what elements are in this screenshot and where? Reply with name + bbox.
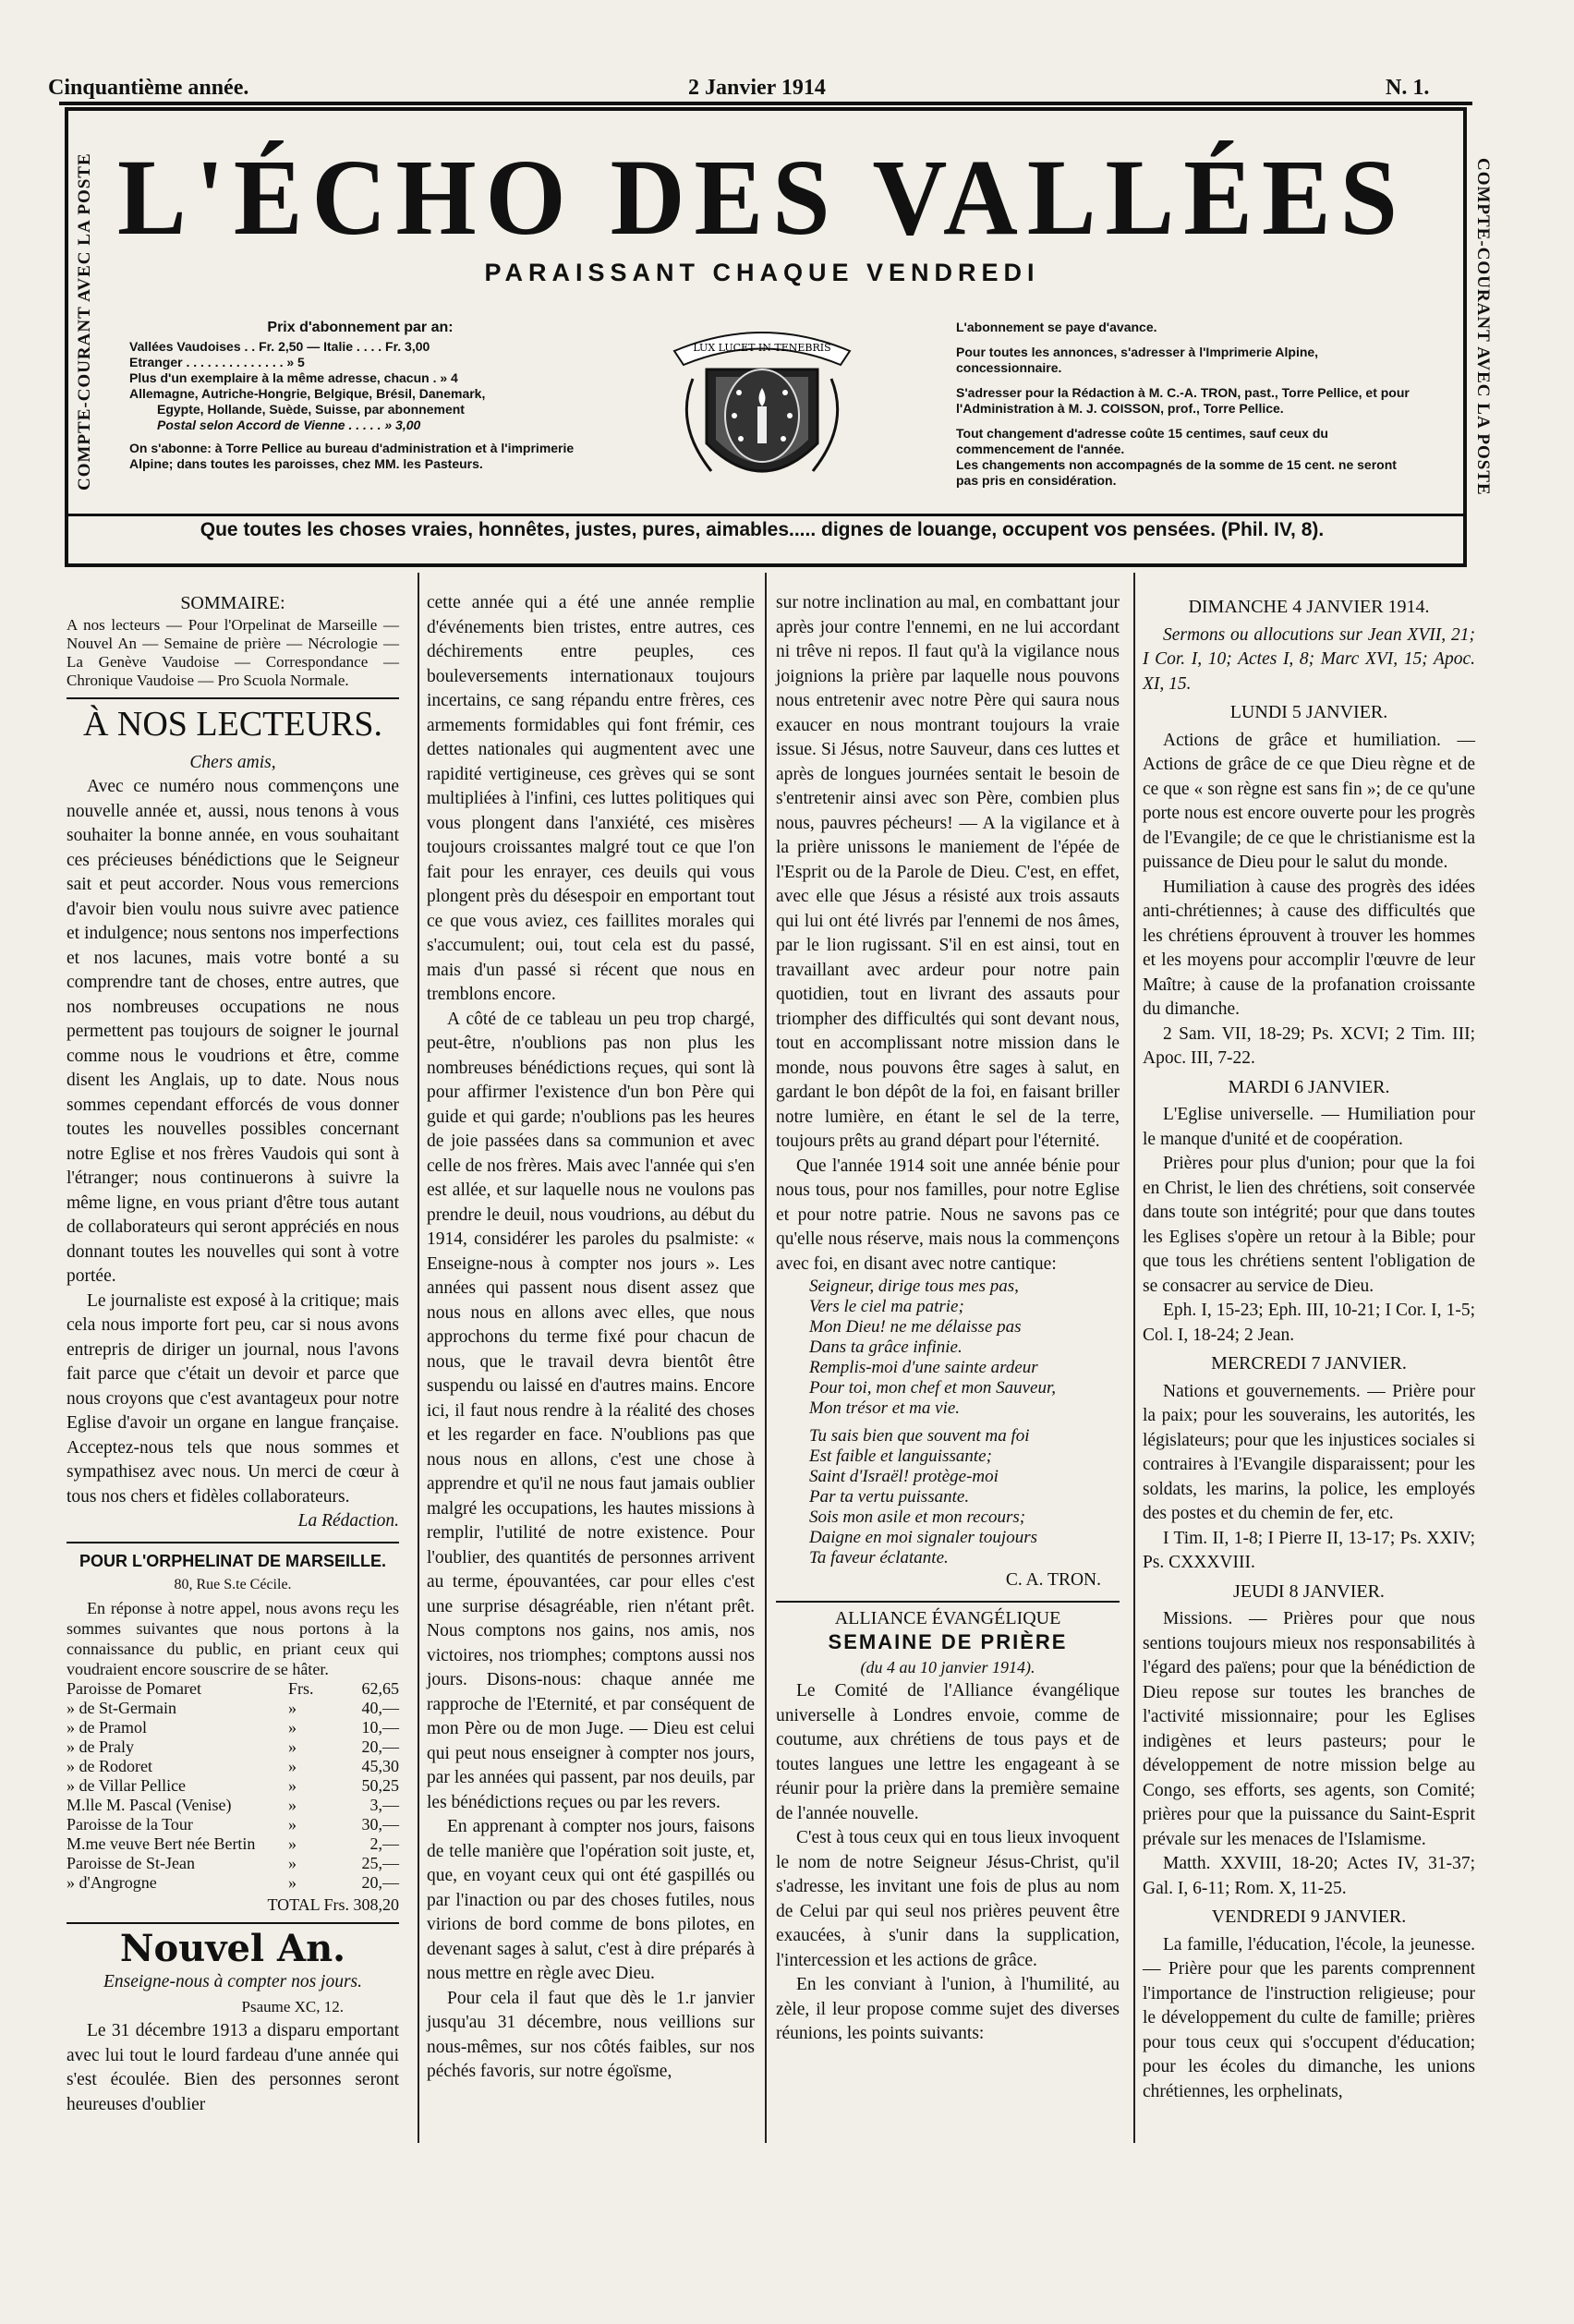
newspaper-subtitle: PARAISSANT CHAQUE VENDREDI <box>484 259 1040 286</box>
donation-cur: » <box>288 1834 297 1853</box>
price-line: Vallées Vaudoises . . Fr. 2,50 — Italie . . . . Fr. 3,00 <box>129 339 430 354</box>
day-heading: DIMANCHE 4 JANVIER 1914. <box>1188 597 1430 617</box>
column-4 <box>1143 591 1475 2104</box>
price-line: Allemagne, Autriche-Hongrie, Belgique, Brésil, Danemark, <box>129 386 486 401</box>
day-text: Sermons ou allocutions sur Jean XVII, 21; I Cor. I, 10; Actes I, 8; Marc XVI, 15; Apoc. XI, 15. <box>1143 624 1475 694</box>
day-refs: Eph. I, 15-23; Eph. III, 10-21; I Cor. I, 1-5; Col. I, 18-24; 2 Jean. <box>1143 1301 1475 1345</box>
motto-rule <box>65 514 1467 516</box>
emblem-motto: LUX LUCET IN TENEBRIS <box>693 342 831 354</box>
lecteurs-signature: La Rédaction. <box>297 1511 399 1531</box>
lecteurs-paragraph: Avec ce numéro nous commençons une nouvelle année et, aussi, nous tenons à vous souhaiter la bonne année, en vous souhaitant ces précieuses bénédictions que le Seigneur sait et peut accorder. Nous vous remercions d'avoir bien voulu nous suivre avec patience et indulgence; nous sentons nos imperfections et nos lacunes, mais votre bonté a su comprendre tant de choses, entre autres, que nos nombreuses occupations ne nous permettent pas toujours de soigner le journal comme nous le voudrions et être, comme disent les Anglais, up to date. Nous nous sommes cependant efforcés de vous donner toutes les nouvelles possibles concernant notre Eglise et nos frères Vaudois qui sont à l'étranger; nous continuerons à suivre la même ligne, en vous priant d'être tous autant de collaborateurs qui seront appréciés en nous donnant toutes les nouvelles qui sont à votre portée. <box>67 777 399 1286</box>
donation-cur: Frs. <box>288 1678 314 1698</box>
donation-row <box>67 1834 399 1854</box>
hymn-verse-1: Seigneur, dirige tous mes pas, Vers le ciel ma patrie; Mon Dieu! ne me délaisse pas Dans ta grâce infinie. Remplis-moi d'une sainte ardeur Pour toi, mon chef et mon Sauveur, Mon trésor et ma vie. <box>809 1277 1057 1418</box>
donation-name: M.lle M. Pascal (Venise) <box>67 1795 232 1814</box>
price-line: Egypte, Hollande, Suède, Suisse, par abonnement <box>157 402 465 417</box>
salutation: Chers amis, <box>189 752 276 772</box>
notice-line: S'adresser pour la Rédaction à M. C.-A. TRON, past., Torre Pellice, et pour l'Administration à M. J. COISSON, prof., Torre Pellice. <box>956 385 1410 416</box>
donation-cur: » <box>288 1698 297 1717</box>
nouvel-an-paragraph: sur notre inclination au mal, en combattant jour après jour contre l'ennemi, en ne lui accordant ni trêve ni repos. Il faut qu'à la vigilance nous joignions la prière par laquelle nous pouvons nous entretenir avec notre Père qui saura nous exaucer en nous montrant toujours la vraie issue. Si Jésus, notre Sauveur, dans ces luttes et après de longues journées sentait le besoin de s'entretenir ainsi avec son Père, combien plus nous, pauvres pécheurs! — A la vigilance et à la prière unissons le maniement de l'épée de l'Esprit ou de la Parole de Dieu. C'est, en effet, avec elle que Jésus a résisté aux trois assauts qui lui ont été livrés par l'ennemi de nos âmes, par le lion rugissant. S'il en est ainsi, tout en travaillant avec ardeur pour notre pain quotidien, tout en livrant des assauts pour triompher des difficultés qui sont devant nous, tout en accomplissant notre mission dans le monde, nous pouvons être sages à salut, en gardant le bon dépôt de la foi, en faisant briller notre lumière, en étant le sel de la terre, toujours prêts au grand départ pour l'éternité. <box>776 593 1120 1151</box>
issue-number: N. 1. <box>1386 76 1430 100</box>
notice-line: Pour toutes les annonces, s'adresser à l'Imprimerie Alpine, concessionnaire. <box>956 345 1319 375</box>
donation-name: » de St-Germain <box>67 1698 176 1717</box>
price-line: Plus d'un exemplaire à la même adresse, chacun . » 4 <box>129 370 458 385</box>
masthead-top-rule <box>59 102 1472 105</box>
price-line: Postal selon Accord de Vienne . . . . . » 3,00 <box>157 418 421 432</box>
day-heading: VENDREDI 9 JANVIER. <box>1211 1906 1407 1927</box>
donation-cur: » <box>288 1775 297 1795</box>
donation-total: TOTAL Frs. 308,20 <box>267 1894 399 1914</box>
tron-signature: C. A. TRON. <box>1005 1570 1101 1590</box>
column-2 <box>427 591 755 2085</box>
semaine-paragraph: Le Comité de l'Alliance évangélique universelle à Londres envoie, comme de coutume, aux chrétiens de tous pays et de toutes langues une lettre les engageant à se réunir pour la prière dans la première semaine de l'année nouvelle. <box>776 1681 1120 1823</box>
donation-amount: 50,25 <box>361 1775 399 1795</box>
donation-amount: 30,— <box>361 1814 399 1834</box>
donation-name: M.me veuve Bert née Bertin <box>67 1834 256 1853</box>
column-rule <box>418 573 419 2143</box>
day-text: Nations et gouvernements. — Prière pour la paix; pour les souverains, les autorités, les législateurs; pour que les injustices sociales si contraires à l'Evangile disparaissent; pour les soldats, les marins, la police, les employés des postes et du chemin de fer, etc. <box>1143 1381 1475 1523</box>
notices-block <box>956 320 1418 489</box>
price-line: Etranger . . . . . . . . . . . . . . » 5 <box>129 355 305 369</box>
day-text: Prières pour plus d'union; pour que la foi en Christ, le lien des chrétiens, soit conservée dans toute son intégrité; pour que dans toutes les Eglises s'opère un retour à la Bible; pour que tous les chrétiens sentent l'obligation de se consacrer au service de Dieu. <box>1143 1154 1475 1296</box>
nouvel-an-title: Nouvel An. <box>119 1927 346 1970</box>
donation-row <box>67 1757 399 1776</box>
notice-line: Tout changement d'adresse coûte 15 centimes, sauf ceux du commencement de l'année. <box>956 426 1328 456</box>
donation-cur: » <box>288 1814 297 1834</box>
nouvel-an-ref: Psaume XC, 12. <box>241 1997 344 2015</box>
semaine-paragraph: C'est à tous ceux qui en tous lieux invoquent le nom de notre Seigneur Jésus-Christ, qu'il s'adresse, les invitant une fois de plus au nom de Celui par qui seul nos prières peuvent être exaucées, à s'unir dans la supplication, l'intercession et les actions de grâce. <box>776 1828 1120 1970</box>
day-heading: JEUDI 8 JANVIER. <box>1233 1580 1385 1602</box>
donation-cur: » <box>288 1853 297 1872</box>
orphelinat-address: 80, Rue S.te Cécile. <box>174 1577 292 1592</box>
nouvel-an-paragraph: Le 31 décembre 1913 a disparu emportant avec lui tout le lourd fardeau d'une année qui s'est écoulée. Bien des personnes seront heureuses d'oublier <box>67 2021 399 2114</box>
nouvel-an-paragraph: Que l'année 1914 soit une année bénie pour nous tous, pour nos familles, pour notre Eglise et pour notre patrie. Nous ne savons pas ce qu'elle nous réserve, mais nous la commençons avec foi, en disant avec notre cantique: <box>776 1156 1120 1274</box>
semaine-paragraph: En les conviant à l'union, à l'humilité, au zèle, il leur propose comme sujet des diverses réunions, les points suivants: <box>776 1975 1120 2043</box>
orphelinat-title: POUR L'ORPHELINAT DE MARSEILLE. <box>79 1551 386 1570</box>
semaine-title: SEMAINE DE PRIÈRE <box>828 1630 1068 1653</box>
hymn-verse-2: Tu sais bien que souvent ma foi Est faible et languissante; Saint d'Israël! protège-moi Par ta vertu puissante. Sois mon asile et mon recours; Daigne en moi signaler toujours Ta faveur éclatante. <box>809 1426 1037 1567</box>
newspaper-title: L'ÉCHO DES VALLÉES <box>117 137 1407 259</box>
donation-amount: 2,— <box>369 1834 399 1853</box>
day-heading: LUNDI 5 JANVIER. <box>1229 702 1388 722</box>
donation-row <box>67 1873 399 1893</box>
donation-row <box>67 1718 399 1737</box>
alliance-title: ALLIANCE ÉVANGÉLIQUE <box>834 1607 1061 1628</box>
column-1 <box>67 591 399 2117</box>
year-label: Cinquantième année. <box>48 76 249 100</box>
donation-name: » de Villar Pellice <box>67 1775 187 1795</box>
column-rule <box>1133 573 1135 2143</box>
side-label-right: COMPTE-COURANT AVEC LA POSTE <box>1473 158 1493 496</box>
day-text: Actions de grâce et humiliation. — Actions de grâce de ce que Dieu règne et de ce que « son règne est sans fin »; de ce qu'une porte nous est encore ouverte pour les progrès de l'Evangile; de ce que le christianisme est la puissance de Dieu pour le salut du monde. <box>1143 730 1475 872</box>
donation-row <box>67 1776 399 1796</box>
donation-amount: 3,— <box>369 1795 399 1814</box>
donation-row <box>67 1699 399 1718</box>
masthead-motto: Que toutes les choses vraies, honnêtes, justes, pures, aimables..... dignes de louange, occupent vos pensées. (Phil. IV, 8). <box>200 519 1325 540</box>
donation-name: » de Praly <box>67 1737 134 1756</box>
column-3 <box>776 591 1120 2047</box>
nouvel-an-paragraph: A côté de ce tableau un peu trop chargé, peut-être, n'oublions pas non plus les nombreuses bénédictions reçues, qui sont là pour affirmer l'existence d'un bon Père qui guide et qui garde; n'oublions pas les heures de joie passées dans sa communion et avec celle de nos frères. Mais avec l'année qui s'en est allée, et sur laquelle nous ne voulons pas prendre le deuil, nous voudrions, au début du 1914, considérer les paroles du psalmiste: « Enseigne-nous à compter nos jours ». Les années qui passent nous disent assez que nous nous en allons avec elles, que nous approchons du terme fixé pour chacun de nous, que le travail devra bientôt être suspendu ou laissé en d'autres mains. Encore ici, il faut nous rendre à la réalité des choses et les regarder en face. N'oublions pas que nous nous en allons, c'est une chose à apprendre et qu'il ne nous faut jamais oublier malgré les occupations, les hautes missions à remplir, l'utilité de notre existence. Pour l'oublier, des quantités de personnes arrivent au terme, épouvantées, car pour elles c'est une surprise désagréable, rien n'étant prêt. Nous comptons nos gains, nos amis, nos victoires, nos triomphes; comptons aussi nos jours. Disons-nous: chaque année me rapproche de l'Eternité, et par conséquent de mon Père ou de mon Juge. — Dieu est celui qui peut nous enseigner à compter nos jours, par les années qui passent, par nos deuils, par les bénédictions reçues ou par les revers. <box>427 1009 755 1812</box>
donation-cur: » <box>288 1872 297 1892</box>
day-refs: I Tim. II, 1-8; I Pierre II, 13-17; Ps. XXIV; Ps. CXXXVIII. <box>1143 1528 1475 1572</box>
notice-line: L'abonnement se paye d'avance. <box>956 320 1157 334</box>
sommaire-text: A nos lecteurs — Pour l'Orpelinat de Marseille — Nouvel An — Semaine de prière — Nécrologie — La Genève Vaudoise — Correspondance — Chronique Vaudoise — Pro Scuola Normale. <box>67 615 399 689</box>
column-rule <box>765 573 767 2143</box>
donation-amount: 62,65 <box>361 1678 399 1698</box>
issue-date: 2 Janvier 1914 <box>688 76 826 100</box>
nouvel-an-epigraph: Enseigne-nous à compter nos jours. <box>103 1972 363 1991</box>
donation-cur: » <box>288 1717 297 1737</box>
donation-row <box>67 1796 399 1815</box>
day-refs: 2 Sam. VII, 18-29; Ps. XCVI; 2 Tim. III; Apoc. III, 7-22. <box>1143 1023 1475 1068</box>
donation-amount: 20,— <box>361 1737 399 1756</box>
donation-name: Paroisse de Pomaret <box>67 1678 201 1698</box>
lecteurs-title: À NOS LECTEURS. <box>82 704 383 744</box>
donation-cur: » <box>288 1737 297 1756</box>
day-text: L'Eglise universelle. — Humiliation pour le manque d'unité et de coopération. <box>1143 1105 1475 1149</box>
nouvel-an-paragraph: Pour cela il faut que dès le 1.r janvier jusqu'au 31 décembre, nous veillions sur nous-mêmes, sur nos côtés faibles, sur nos péchés favoris, sur notre égoïsme, <box>427 1988 755 2081</box>
day-refs: Matth. XXVIII, 18-20; Actes IV, 31-37; Gal. I, 6-11; Rom. X, 11-25. <box>1143 1854 1475 1898</box>
donation-row <box>67 1679 399 1699</box>
price-block <box>129 320 591 472</box>
notice-line: Les changements non accompagnés de la somme de 15 cent. ne seront pas pris en considération. <box>956 457 1397 488</box>
donation-name: » de Pramol <box>67 1717 147 1737</box>
day-text: La famille, l'éducation, l'école, la jeunesse. — Prière pour que les parents comprennent l'importance de l'instruction religieuse; pour le développement du culte de famille; prières pour tous ceux qui s'occupent d'éducation; pour les écoles du dimanche, les unions chrétiennes, les orphelinats, <box>1143 1934 1475 2101</box>
day-text: Missions. — Prières pour que nous sentions toujours mieux nos responsabilités à l'égard des païens; pour que la bénédiction de Dieu repose sur toutes les branches de l'activité missionnaire; pour les Eglises indigènes et leurs pasteurs; pour le développement de notre mission belge au Congo, ses efforts, ses agents, son Comité; prières pour que la puissance du Saint-Esprit prévale sur les menaces de l'Islamisme. <box>1143 1609 1475 1849</box>
day-heading: MERCREDI 7 JANVIER. <box>1211 1353 1407 1374</box>
donation-cur: » <box>288 1795 297 1814</box>
day-heading: MARDI 6 JANVIER. <box>1228 1076 1390 1097</box>
donation-amount: 40,— <box>361 1698 399 1717</box>
sommaire-title: SOMMAIRE: <box>180 593 285 613</box>
nouvel-an-paragraph: En apprenant à compter nos jours, faisons de telle manière que l'opération soit juste, et, que, en voyant ceux qui ont été gaspillés ou par l'inaction ou par des choses futiles, nous virions de bord comme de bons pilotes, en devenant sages à salut, c'est à dire préparés à nous mettre en règle avec Dieu. <box>427 1817 755 1983</box>
donation-name: » d'Angrogne <box>67 1872 157 1892</box>
donation-row <box>67 1854 399 1873</box>
donation-amount: 45,30 <box>361 1756 399 1775</box>
day-text: Humiliation à cause des progrès des idées anti-chrétiennes; à cause des difficultés que les chrétiens éprouvent à trouver les hommes et les moyens pour accomplir l'œuvre de leur Maître; à cause de la profanation croissante du dimanche. <box>1143 877 1475 1019</box>
lecteurs-paragraph: Le journaliste est exposé à la critique; mais cela nous importe fort peu, car si nous avons entrepris de diriger un journal, nous l'avons fait parce que c'était un devoir et parce que nous croyons que c'est avantageux pour notre Eglise d'avoir un organe en langue française. Acceptez-nous tels que nous sommes et sympathisez avec nous. Un merci de cœur à tous nos chers et fidèles collaborateurs. <box>67 1290 399 1507</box>
orphelinat-intro: En réponse à notre appel, nous avons reçu les sommes suivantes que nous portons à la connaissance du public, en priant ceux qui voudraient encore souscrire de se hâter. <box>67 1598 399 1678</box>
nouvel-an-paragraph: cette année qui a été une année remplie d'événements bien tristes, entre autres, ces déchirements entre peuples, ces bouleversements internationaux toujours incertains, ce sang répandu entre frères, ces armements formidables qui font frémir, ces dettes nationales qui augmentent avec une rapidité vertigineuse, ces grèves qui se sont multipliées à l'infini, ces luttes politiques qui vous plongent dans l'anxiété, ces misères toujours croissantes malgré tout ce que l'on fait pour les enrayer, ces deuils qui vous plongent près du désespoir en emportant tout ce que vous aviez, ces faillites morales qui s'accumulent; oui, tout cela est du passé, mais d'un passé si récent que nous en tremblons encore. <box>427 593 755 1004</box>
donation-row <box>67 1815 399 1834</box>
donation-row <box>67 1737 399 1757</box>
donation-amount: 20,— <box>361 1872 399 1892</box>
donation-cur: » <box>288 1756 297 1775</box>
donation-list <box>67 1679 399 1893</box>
price-heading: Prix d'abonnement par an: <box>267 320 454 335</box>
donation-amount: 25,— <box>361 1853 399 1872</box>
subscribe-note: On s'abonne: à Torre Pellice au bureau d'administration et à l'imprimerie Alpine; dans toutes les paroisses, chez MM. les Pasteurs. <box>129 441 575 471</box>
side-label-left: COMPTE-COURANT AVEC LA POSTE <box>75 152 94 490</box>
donation-amount: 10,— <box>361 1717 399 1737</box>
donation-name: Paroisse de la Tour <box>67 1814 193 1834</box>
donation-name: Paroisse de St-Jean <box>67 1853 195 1872</box>
waldensian-emblem <box>656 314 868 508</box>
semaine-dates: (du 4 au 10 janvier 1914). <box>860 1657 1035 1676</box>
donation-name: » de Rodoret <box>67 1756 152 1775</box>
